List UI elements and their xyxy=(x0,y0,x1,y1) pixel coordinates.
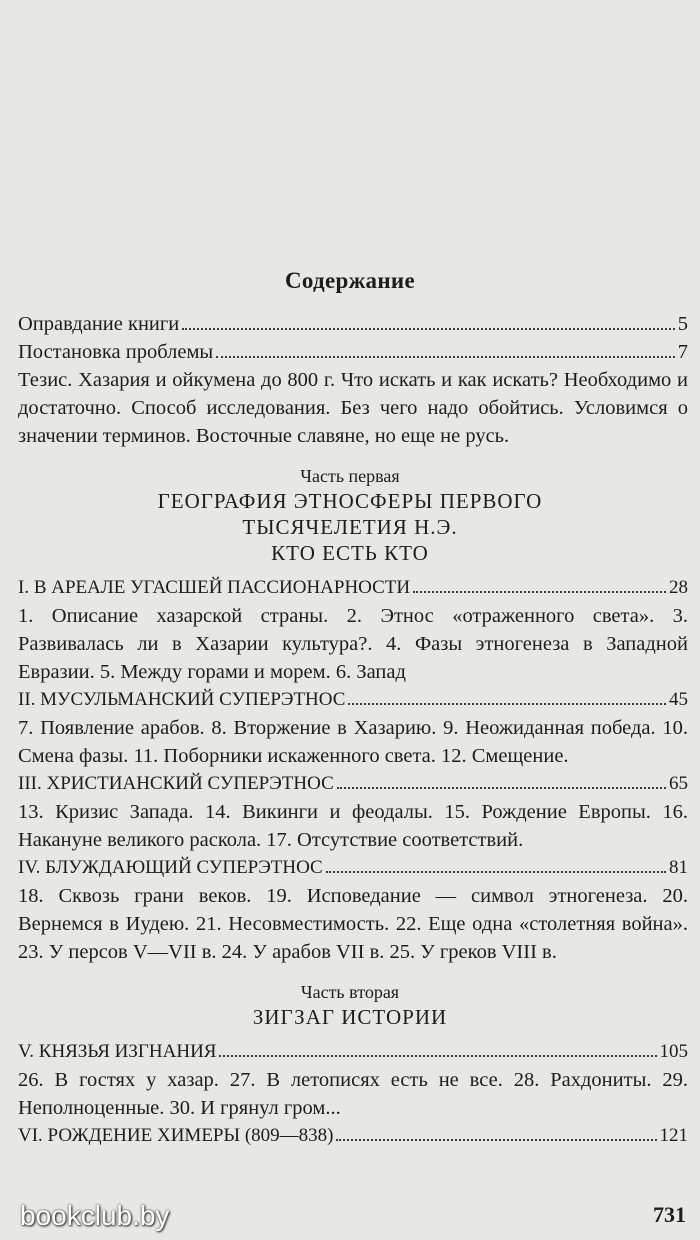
part-heading-line: ЗИГЗАГ ИСТОРИИ xyxy=(252,1005,448,1029)
entry-label: Оправдание книги xyxy=(18,313,180,335)
entry-label: Постановка проблемы xyxy=(18,341,214,363)
chapter-title: VI. РОЖДЕНИЕ ХИМЕРЫ (809—838) xyxy=(18,1125,334,1146)
dot-leader xyxy=(336,1139,656,1141)
page-footer xyxy=(0,1196,700,1240)
watermark: bookclub.by xyxy=(20,1200,170,1231)
toc-entry-problem[interactable] xyxy=(0,338,700,366)
dot-leader xyxy=(219,1055,656,1057)
chapter-title: IV. БЛУЖДАЮЩИЙ СУПЕРЭТНОС xyxy=(18,857,323,878)
toc-chapter-3[interactable] xyxy=(0,770,700,798)
bleed-through-text xyxy=(40,20,680,240)
toc-chapter-6[interactable] xyxy=(0,1122,700,1150)
entry-page: 5 xyxy=(677,313,688,335)
entry-page: 7 xyxy=(677,341,688,363)
chapter-sections: 1. Описание хазарской страны. 2. Этнос «отраженного света». 3. Развивалась ли в Хазарии культура?. 4. Фазы этногенеза в Западной Евразии. 5. Между горами и морем. 6. Запад xyxy=(18,605,688,683)
dot-leader xyxy=(326,871,666,873)
page-number: 731 xyxy=(653,1202,686,1227)
part-label: Часть вторая xyxy=(300,982,400,1002)
toc-chapter-5[interactable] xyxy=(0,1038,700,1066)
chapter-sections: 26. В гостях у хазар. 27. В летописях есть не все. 28. Рахдониты. 29. Неполноценные. 30. И грянул гром... xyxy=(18,1069,688,1119)
chapter-title: V. КНЯЗЬЯ ИЗГНАНИЯ xyxy=(18,1041,217,1062)
dot-leader xyxy=(216,356,675,358)
part-two-header xyxy=(0,980,700,1030)
part-heading-line: КТО ЕСТЬ КТО xyxy=(271,541,429,565)
part-label: Часть первая xyxy=(300,466,400,486)
chapter-title: I. В АРЕАЛЕ УГАСШЕЙ ПАССИОНАРНОСТИ xyxy=(18,577,411,598)
chapter-page: 121 xyxy=(659,1125,688,1146)
toc-entry-justification[interactable] xyxy=(0,310,700,338)
toc-chapter-4[interactable] xyxy=(0,854,700,882)
toc-chapter-2[interactable] xyxy=(0,686,700,714)
chapter-page: 45 xyxy=(669,689,688,710)
chapter-sections: 18. Сквозь грани веков. 19. Исповедание — символ этногенеза. 20. Вернемся в Иудею. 21. Несовместимость. 22. Еще одна «столетняя война». 23. У персов V—VII в. 24. У арабов VII в. 25. У греков VIII в. xyxy=(18,885,688,963)
chapter-sections: 13. Кризис Запада. 14. Викинги и феодалы. 15. Рождение Европы. 16. Накануне великого раскола. 17. Отсутствие соответствий. xyxy=(18,801,688,851)
dot-leader xyxy=(413,591,666,593)
intro-sections: Тезис. Хазария и ойкумена до 800 г. Что искать и как искать? Необходимо и достаточно. Способ исследования. Без чего надо обойтись. Условимся о значении терминов. Восточные славяне, но еще не русь. xyxy=(18,369,688,447)
chapter-page: 28 xyxy=(669,577,688,598)
toc-chapter-1[interactable] xyxy=(0,574,700,602)
part-heading-line: ТЫСЯЧЕЛЕТИЯ Н.Э. xyxy=(242,515,458,539)
part-one-header xyxy=(0,464,700,566)
chapter-page: 105 xyxy=(659,1041,688,1062)
dot-leader xyxy=(337,787,666,789)
dot-leader xyxy=(348,703,666,705)
part-heading-line: ГЕОГРАФИЯ ЭТНОСФЕРЫ ПЕРВОГО xyxy=(157,489,543,513)
chapter-page: 81 xyxy=(669,857,688,878)
chapter-sections: 7. Появление арабов. 8. Вторжение в Хазарию. 9. Неожиданная победа. 10. Смена фазы. 11. Поборники искаженного света. 12. Смещение. xyxy=(18,717,688,767)
table-of-contents xyxy=(0,268,700,1150)
chapter-title: II. МУСУЛЬМАНСКИЙ СУПЕРЭТНОС xyxy=(18,689,346,710)
toc-title: Содержание xyxy=(285,268,415,293)
chapter-page: 65 xyxy=(669,773,688,794)
dot-leader xyxy=(182,328,674,330)
chapter-title: III. ХРИСТИАНСКИЙ СУПЕРЭТНОС xyxy=(18,773,334,794)
